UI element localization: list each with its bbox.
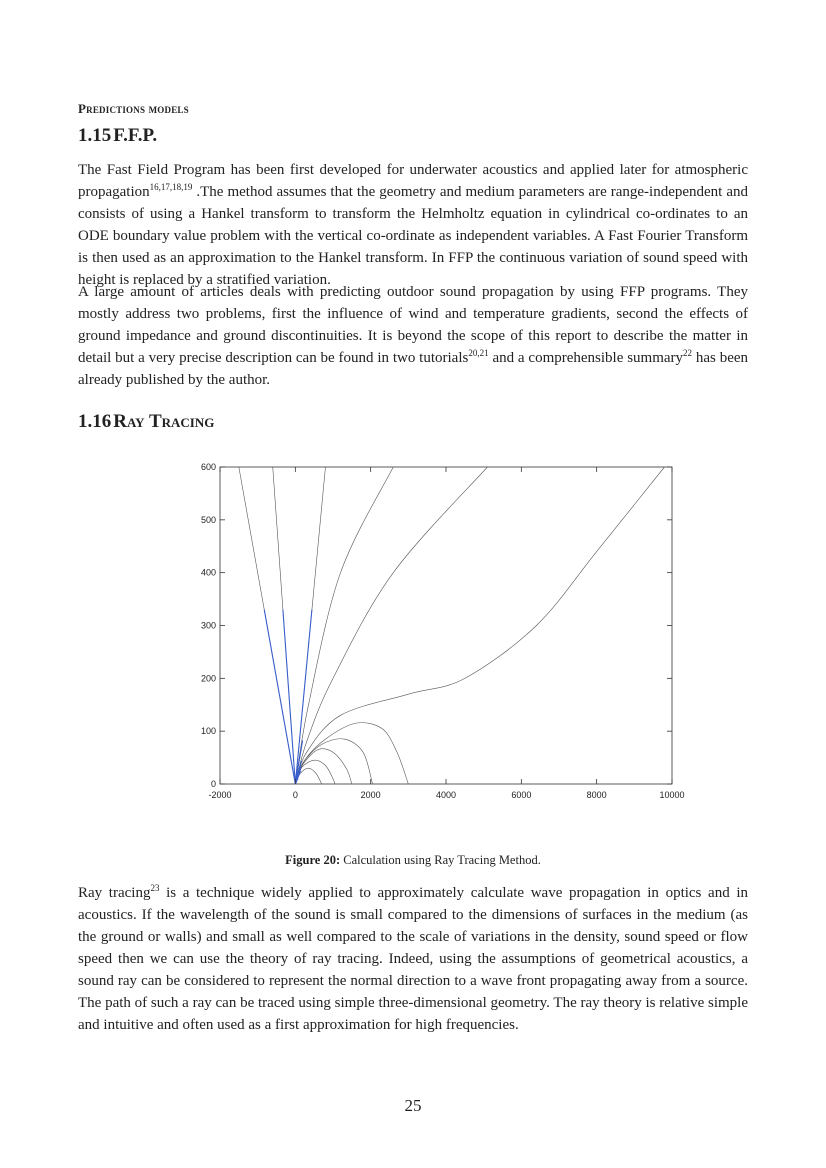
x-tick-label: -2000: [208, 790, 232, 800]
section-name: Ray Tracing: [113, 411, 215, 432]
paragraph-text: has been already published by the author.: [78, 350, 749, 388]
citation-superscript: 22: [683, 348, 693, 358]
ray-path-5: [295, 467, 487, 784]
y-tick-label: 500: [200, 514, 216, 525]
section-number: 1.15: [78, 125, 112, 146]
paragraph-ffp-2: [78, 281, 748, 391]
figure-caption-text: Calculation using Ray Tracing Method.: [340, 853, 541, 867]
chapter-heading: Predictions models: [78, 101, 189, 116]
ray-path-6: [295, 467, 664, 784]
x-tick-label: 0: [292, 790, 298, 800]
ray-tracing-figure: [190, 457, 710, 817]
paragraph-text: The Fast Field Program has been first developed for underwater acoustics and applied later for atmospheric propagation: [78, 162, 748, 200]
citation-superscript: 20,21: [468, 348, 489, 358]
section-number: 1.16: [78, 411, 112, 432]
x-tick-label: 4000: [435, 790, 457, 800]
section-title-ffp: [78, 125, 157, 147]
plot-frame: [220, 467, 672, 784]
y-tick-label: 0: [210, 779, 216, 789]
ray-source-segment-1: [264, 610, 295, 784]
y-tick-label: 300: [200, 620, 216, 631]
ray-path-9: [295, 749, 351, 784]
page-number: 25: [404, 1096, 422, 1115]
y-tick-label: 400: [200, 567, 216, 578]
figure-label: Figure 20:: [285, 853, 341, 867]
x-tick-label: 6000: [511, 790, 532, 800]
x-tick-label: 2000: [360, 790, 381, 800]
y-tick-label: 100: [200, 726, 216, 737]
y-tick-label: 200: [200, 673, 216, 684]
ray-source-segment-2: [283, 610, 295, 784]
paragraph-text: and a comprehensible summary: [488, 350, 684, 366]
citation-superscript: 16,17,18,19: [149, 182, 193, 192]
citation-superscript: 23: [150, 883, 160, 893]
y-tick-label: 600: [200, 462, 216, 472]
x-tick-label: 8000: [586, 790, 607, 800]
paragraph-text: Ray tracing: [78, 885, 151, 901]
figure-caption: [78, 853, 748, 868]
x-tick-label: 10000: [659, 790, 685, 800]
paragraph-text: A large amount of articles deals with predicting outdoor sound propagation by using FFP programs. They mostly address two problems, first the influence of wind and temperature gradients, second the effects of ground impedance and ground discontinuities. It is beyond the scope of this report to describe the matter in detail but a very precise description can be found in two tutorials: [78, 284, 748, 366]
paragraph-ffp-1: [78, 159, 748, 291]
paragraph-text: .The method assumes that the geometry and medium parameters are range-independent and consists of using a Hankel transform to transform the Helmholtz equation in cylindrical co-ordinates to an ODE boundary value problem with the vertical co-ordinate as independent variables. A Fast Fourier Transform is then used as an approximation to the Hankel transform. In FFP the continuous variation of sound speed with height is replaced by a stratified variation.: [78, 184, 748, 288]
paragraph-text: is a technique widely applied to approximately calculate wave propagation in optics and in acoustics. If the wavelength of the sound is small compared to the dimensions of surfaces in the medium (as the ground or walls) and small as well compared to the scale of variations in the density, sound speed or flow speed then we can use the theory of ray tracing. Indeed, using the assumptions of geometrical acoustics, a sound ray can be considered to represent the normal direction to a wave front propagating away from a source. The path of such a ray can be traced using simple three-dimensional geometry. The ray theory is relative simple and intuitive and often used as a first approximation for high frequencies.: [78, 885, 748, 1033]
section-title-ray-tracing: [78, 411, 214, 433]
ray-tracing-chart: [190, 457, 710, 817]
ray-path-8: [295, 739, 372, 784]
section-name: F.F.P.: [113, 125, 158, 146]
paragraph-ray-tracing: [78, 882, 748, 1036]
